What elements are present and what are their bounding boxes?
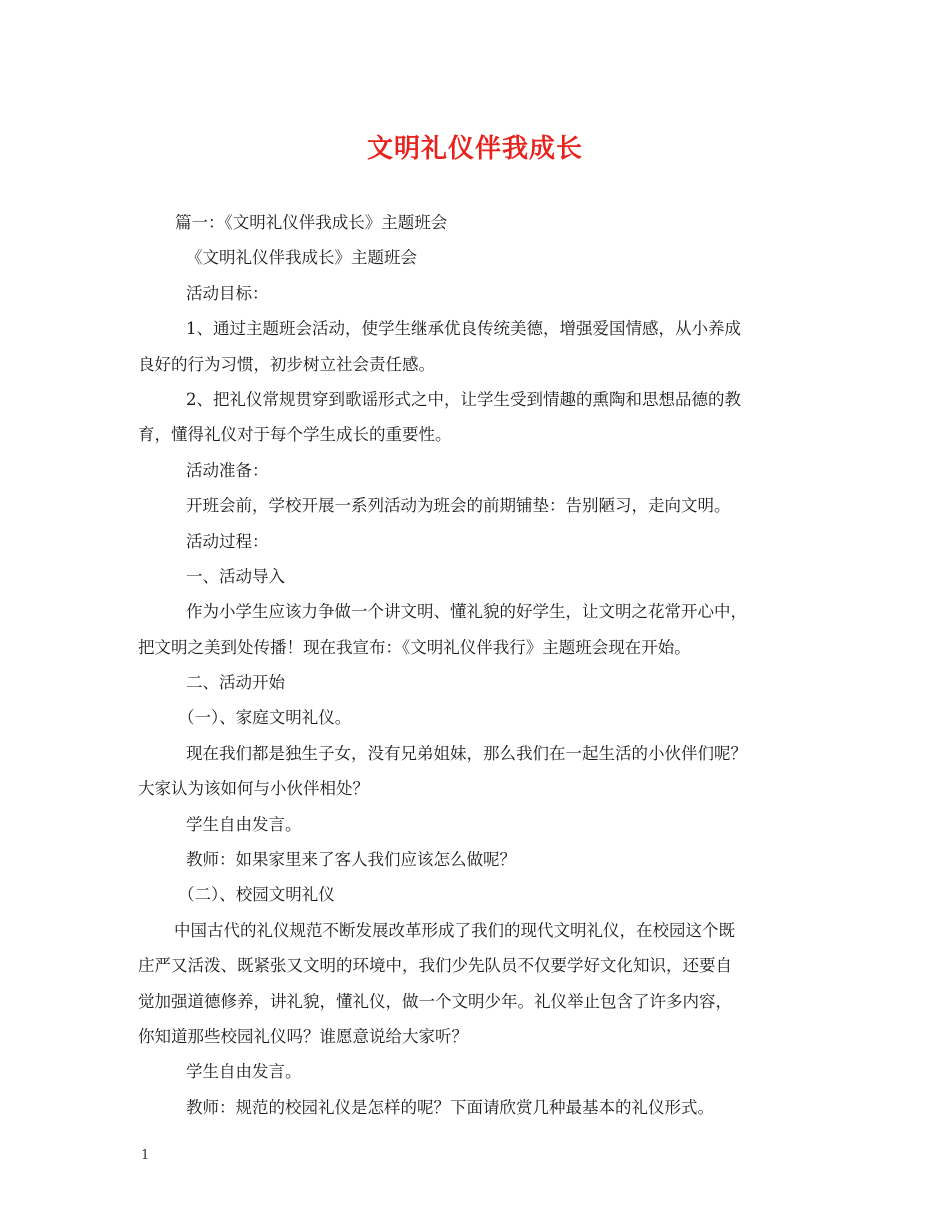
text-line: 把文明之美到处传播！现在我宣布：《文明礼仪伴我行》主题班会现在开始。 <box>138 637 691 657</box>
page-number: 1 <box>141 1148 150 1163</box>
text-line: 2、把礼仪常规贯穿到歌谣形式之中，让学生受到情趣的熏陶和思想品德的教 <box>186 389 741 409</box>
text-line: 觉加强道德修养，讲礼貌，懂礼仪，做一个文明少年。礼仪举止包含了许多内容， <box>138 991 732 1011</box>
text-line: 二、活动开始 <box>186 673 285 693</box>
text-line: 教师：规范的校园礼仪是怎样的呢？下面请欣赏几种最基本的礼仪形式。 <box>186 1097 714 1117</box>
text-line: 篇一：《文明礼仪伴我成长》主题班会 <box>175 213 448 232</box>
text-line: （二）、校园文明礼仪 <box>178 885 335 905</box>
text-line: 《文明礼仪伴我成长》主题班会 <box>186 248 417 268</box>
text-line: 学生自由发言。 <box>186 814 302 834</box>
text-line: 活动目标： <box>186 283 269 303</box>
text-line: 良好的行为习惯，初步树立社会责任感。 <box>138 354 435 374</box>
document-body <box>138 205 818 1125</box>
document-title: 文明礼仪伴我成长 <box>366 134 583 164</box>
text-line: 一、活动导入 <box>186 566 285 586</box>
text-line: 开班会前，学校开展一系列活动为班会的前期铺垫：告别陋习，走向文明。 <box>186 496 731 516</box>
text-line: 学生自由发言。 <box>186 1062 302 1082</box>
text-line: 育，懂得礼仪对于每个学生成长的重要性。 <box>138 425 452 445</box>
text-line: 1、通过主题班会活动，使学生继承优良传统美德，增强爱国情感，从小养成 <box>186 319 741 339</box>
text-line: 作为小学生应该力争做一个讲文明、懂礼貌的好学生，让文明之花常开心中， <box>186 602 747 622</box>
text-line: 你知道那些校园礼仪吗？谁愿意说给大家听？ <box>138 1026 468 1046</box>
text-line: 活动过程： <box>186 531 269 551</box>
text-line: 教师：如果家里来了客人我们应该怎么做呢？ <box>186 850 516 870</box>
text-line: 中国古代的礼仪规范不断发展改革形成了我们的现代文明礼仪，在校园这个既 <box>174 920 735 940</box>
text-line: 庄严又活泼、既紧张又文明的环境中，我们少先队员不仅要学好文化知识，还要自 <box>138 956 732 976</box>
text-line: 大家认为该如何与小伙伴相处？ <box>138 779 369 799</box>
text-line: 现在我们都是独生子女，没有兄弟姐妹，那么我们在一起生活的小伙伴们呢？ <box>186 743 747 763</box>
text-line: 活动准备： <box>186 460 269 480</box>
text-line: （一）、家庭文明礼仪。 <box>178 708 352 728</box>
